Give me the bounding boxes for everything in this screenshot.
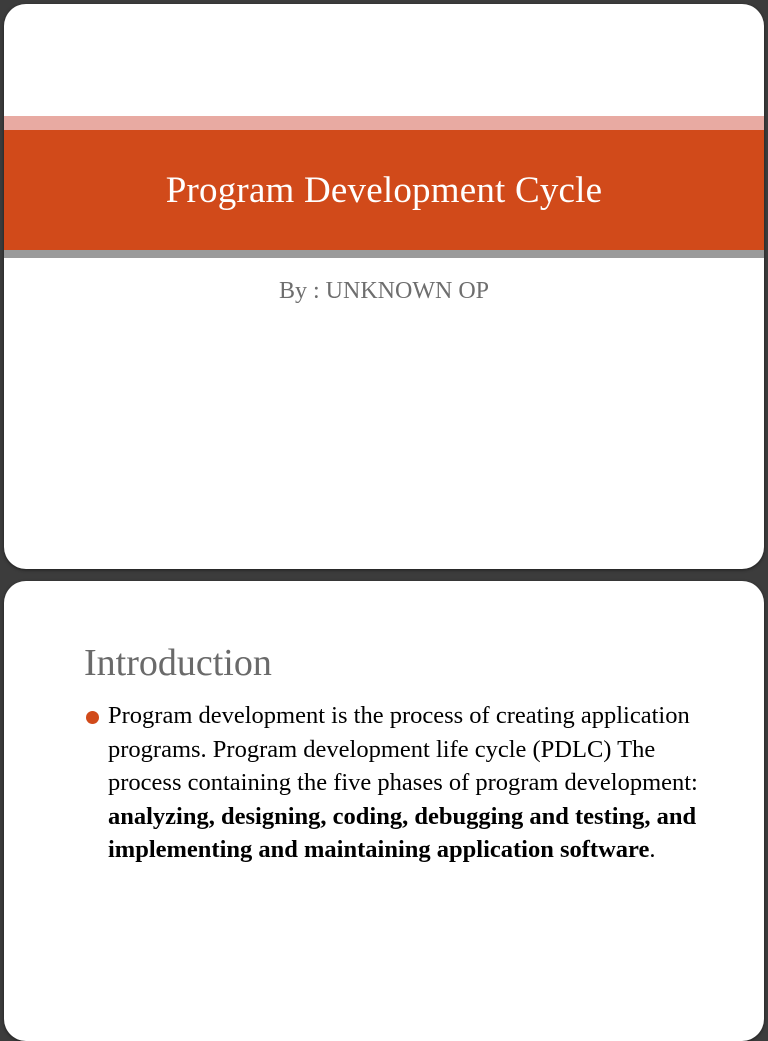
bullet-dot-icon [86,711,99,724]
title-band [4,130,764,250]
slide-title: Program Development Cycle [165,169,603,211]
slide-subtitle: By : UNKNOWN OP [279,278,489,304]
bullet-list [84,699,724,867]
bullet-item [84,699,724,867]
bullet-bold-text: analyzing, designing, coding, debugging and testing, and implementing and maintaining application software [108,802,697,863]
title-slide [4,4,764,569]
bullet-text: Program development is the process of creating application programs. Program development life cycle (PDLC) The process containing the five phases of program development: [108,702,698,796]
title-band-highlight [4,116,764,130]
bullet-end-text: . [649,836,656,863]
title-band-shadow [4,250,764,258]
introduction-slide [4,581,764,1041]
slide-heading: Introduction [84,642,272,684]
